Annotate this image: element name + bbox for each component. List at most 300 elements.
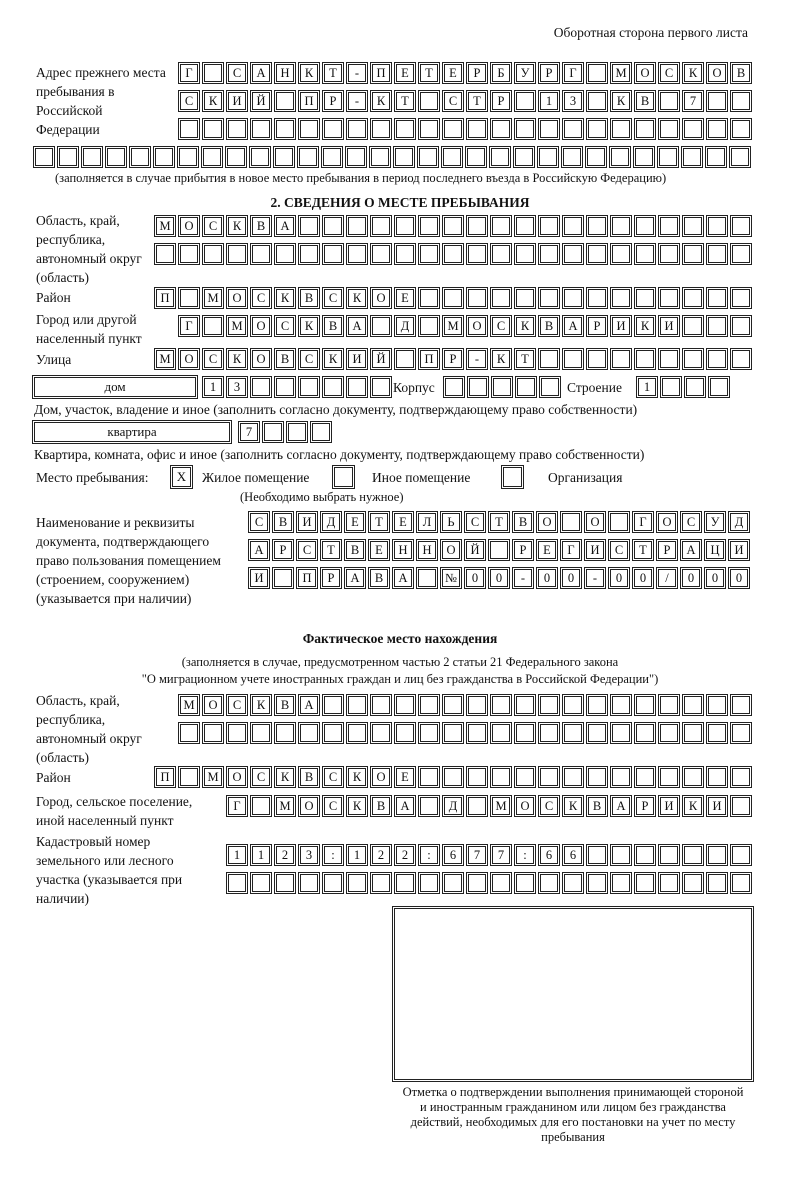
street-row-cell[interactable]: Р bbox=[444, 350, 462, 368]
actual-region-row-1-cell[interactable] bbox=[444, 696, 462, 714]
street-row-cell[interactable]: Т bbox=[516, 350, 534, 368]
region-row-1-cell[interactable] bbox=[372, 217, 390, 235]
street-row-cell[interactable] bbox=[564, 350, 582, 368]
cadastre-row-2-cell[interactable] bbox=[468, 874, 486, 892]
actual-district-row-cell[interactable] bbox=[588, 768, 606, 786]
actual-city-row-cell[interactable]: К bbox=[564, 797, 582, 815]
actual-region-row-1-cell[interactable]: В bbox=[276, 696, 294, 714]
region-row-1-cell[interactable] bbox=[540, 217, 558, 235]
actual-city-row-cell[interactable]: А bbox=[396, 797, 414, 815]
prev-address-row-4-cell[interactable] bbox=[563, 148, 581, 166]
actual-city-row-cell[interactable]: С bbox=[324, 797, 342, 815]
prev-address-row-1-cell[interactable]: В bbox=[732, 64, 750, 82]
actual-region-row-1-cell[interactable]: К bbox=[252, 696, 270, 714]
region-row-1-cell[interactable] bbox=[300, 217, 318, 235]
prev-address-row-4-cell[interactable] bbox=[131, 148, 149, 166]
prev-address-row-2-cell[interactable]: Й bbox=[252, 92, 270, 110]
prev-address-row-4-cell[interactable] bbox=[83, 148, 101, 166]
document-row-3-cell[interactable]: 0 bbox=[682, 569, 700, 587]
prev-address-row-2-cell[interactable] bbox=[708, 92, 726, 110]
actual-city-row-cell[interactable]: М bbox=[492, 797, 510, 815]
prev-address-row-2-cell[interactable]: С bbox=[180, 92, 198, 110]
city-row-cell[interactable] bbox=[708, 317, 726, 335]
prev-address-row-1-cell[interactable]: К bbox=[684, 64, 702, 82]
document-row-2-cell[interactable]: Т bbox=[322, 541, 340, 559]
prev-address-row-3-cell[interactable] bbox=[324, 120, 342, 138]
prev-address-row-4-cell[interactable] bbox=[275, 148, 293, 166]
house-number-row-cell[interactable] bbox=[324, 378, 342, 396]
prev-address-row-1-cell[interactable] bbox=[204, 64, 222, 82]
city-row-cell[interactable]: А bbox=[348, 317, 366, 335]
document-row-3-cell[interactable]: 0 bbox=[490, 569, 508, 587]
actual-city-row-cell[interactable]: М bbox=[276, 797, 294, 815]
prev-address-row-2-cell[interactable] bbox=[588, 92, 606, 110]
cadastre-row-1-cell[interactable]: 6 bbox=[540, 846, 558, 864]
actual-region-row-2-cell[interactable] bbox=[660, 724, 678, 742]
prev-address-row-3-cell[interactable] bbox=[492, 120, 510, 138]
street-row-cell[interactable] bbox=[540, 350, 558, 368]
prev-address-row-1-cell[interactable]: М bbox=[612, 64, 630, 82]
region-row-1-cell[interactable] bbox=[660, 217, 678, 235]
actual-region-row-2-cell[interactable] bbox=[324, 724, 342, 742]
actual-district-row-cell[interactable]: М bbox=[204, 768, 222, 786]
actual-region-row-1-cell[interactable] bbox=[684, 696, 702, 714]
region-row-2-cell[interactable] bbox=[180, 245, 198, 263]
actual-region-row-2-cell[interactable] bbox=[540, 724, 558, 742]
actual-city-row-cell[interactable]: Д bbox=[444, 797, 462, 815]
prev-address-row-1-cell[interactable]: С bbox=[660, 64, 678, 82]
prev-address-row-3-cell[interactable] bbox=[396, 120, 414, 138]
prev-address-row-1-cell[interactable]: С bbox=[228, 64, 246, 82]
document-row-3-cell[interactable] bbox=[274, 569, 292, 587]
actual-district-row-cell[interactable] bbox=[492, 768, 510, 786]
actual-region-row-1-cell[interactable] bbox=[732, 696, 750, 714]
actual-city-row-cell[interactable]: И bbox=[660, 797, 678, 815]
prev-address-row-3-cell[interactable] bbox=[684, 120, 702, 138]
prev-address-row-2-cell[interactable]: К bbox=[204, 92, 222, 110]
document-row-1-cell[interactable]: В bbox=[274, 513, 292, 531]
actual-region-row-2-cell[interactable] bbox=[636, 724, 654, 742]
prev-address-row-3-cell[interactable] bbox=[420, 120, 438, 138]
prev-address-row-4-cell[interactable] bbox=[227, 148, 245, 166]
cadastre-row-2-cell[interactable] bbox=[540, 874, 558, 892]
district-row-cell[interactable] bbox=[420, 289, 438, 307]
prev-address-row-2-cell[interactable] bbox=[420, 92, 438, 110]
city-row-cell[interactable]: К bbox=[516, 317, 534, 335]
document-row-1-cell[interactable]: О bbox=[538, 513, 556, 531]
document-row-3-cell[interactable]: А bbox=[346, 569, 364, 587]
actual-region-row-1-cell[interactable]: С bbox=[228, 696, 246, 714]
actual-region-row-1-cell[interactable] bbox=[636, 696, 654, 714]
region-row-2-cell[interactable] bbox=[516, 245, 534, 263]
region-row-1-cell[interactable] bbox=[588, 217, 606, 235]
actual-city-row-cell[interactable] bbox=[732, 797, 750, 815]
document-row-2-cell[interactable]: А bbox=[682, 541, 700, 559]
region-row-2-cell[interactable] bbox=[732, 245, 750, 263]
document-row-1-cell[interactable]: Г bbox=[634, 513, 652, 531]
city-row-cell[interactable] bbox=[372, 317, 390, 335]
prev-address-row-2-cell[interactable] bbox=[276, 92, 294, 110]
prev-address-row-3-cell[interactable] bbox=[276, 120, 294, 138]
building-row-cell[interactable] bbox=[662, 378, 680, 396]
cadastre-row-2-cell[interactable] bbox=[636, 874, 654, 892]
region-row-1-cell[interactable]: К bbox=[228, 217, 246, 235]
city-row-cell[interactable]: Р bbox=[588, 317, 606, 335]
cadastre-row-1-cell[interactable] bbox=[684, 846, 702, 864]
prev-address-row-1-cell[interactable]: Т bbox=[420, 64, 438, 82]
actual-region-row-1-cell[interactable] bbox=[324, 696, 342, 714]
cadastre-row-2-cell[interactable] bbox=[300, 874, 318, 892]
cadastre-row-2-cell[interactable] bbox=[276, 874, 294, 892]
district-row-cell[interactable]: В bbox=[300, 289, 318, 307]
document-row-1-cell[interactable]: С bbox=[466, 513, 484, 531]
region-row-1-cell[interactable] bbox=[516, 217, 534, 235]
flat-number-row-cell[interactable] bbox=[312, 423, 330, 441]
actual-region-row-2-cell[interactable] bbox=[732, 724, 750, 742]
document-row-2-cell[interactable]: С bbox=[298, 541, 316, 559]
region-row-1-cell[interactable] bbox=[444, 217, 462, 235]
region-row-2-cell[interactable] bbox=[612, 245, 630, 263]
actual-district-row-cell[interactable] bbox=[444, 768, 462, 786]
cadastre-row-2-cell[interactable] bbox=[612, 874, 630, 892]
city-row-cell[interactable]: М bbox=[444, 317, 462, 335]
region-row-2-cell[interactable] bbox=[348, 245, 366, 263]
document-row-1-cell[interactable]: Е bbox=[394, 513, 412, 531]
document-row-1-cell[interactable]: У bbox=[706, 513, 724, 531]
district-row-cell[interactable] bbox=[180, 289, 198, 307]
prev-address-row-3-cell[interactable] bbox=[468, 120, 486, 138]
document-row-1-cell[interactable]: Т bbox=[370, 513, 388, 531]
actual-district-row-cell[interactable]: В bbox=[300, 768, 318, 786]
prev-address-row-4-cell[interactable] bbox=[59, 148, 77, 166]
city-row-cell[interactable]: О bbox=[252, 317, 270, 335]
district-row-cell[interactable] bbox=[660, 289, 678, 307]
place-option-other-checkbox[interactable] bbox=[334, 467, 353, 487]
document-row-3-cell[interactable]: 0 bbox=[610, 569, 628, 587]
cadastre-row-1-cell[interactable]: 3 bbox=[300, 846, 318, 864]
actual-district-row-cell[interactable]: С bbox=[252, 768, 270, 786]
document-row-1-cell[interactable]: О bbox=[586, 513, 604, 531]
actual-region-row-1-cell[interactable] bbox=[492, 696, 510, 714]
document-row-1-cell[interactable]: Ь bbox=[442, 513, 460, 531]
document-row-2-cell[interactable]: Р bbox=[658, 541, 676, 559]
region-row-2-cell[interactable] bbox=[708, 245, 726, 263]
actual-district-row-cell[interactable]: П bbox=[156, 768, 174, 786]
prev-address-row-3-cell[interactable] bbox=[252, 120, 270, 138]
cadastre-row-2-cell[interactable] bbox=[348, 874, 366, 892]
actual-district-row-cell[interactable] bbox=[636, 768, 654, 786]
region-row-2-cell[interactable] bbox=[660, 245, 678, 263]
cadastre-row-1-cell[interactable]: 6 bbox=[564, 846, 582, 864]
city-row-cell[interactable] bbox=[684, 317, 702, 335]
region-row-1-cell[interactable] bbox=[420, 217, 438, 235]
prev-address-row-4-cell[interactable] bbox=[443, 148, 461, 166]
prev-address-row-4-cell[interactable] bbox=[155, 148, 173, 166]
place-option-organization-checkbox[interactable] bbox=[503, 467, 522, 487]
cadastre-row-1-cell[interactable] bbox=[636, 846, 654, 864]
prev-address-row-3-cell[interactable] bbox=[516, 120, 534, 138]
korpus-row-cell[interactable] bbox=[493, 378, 511, 396]
city-row-cell[interactable]: И bbox=[660, 317, 678, 335]
prev-address-row-1-cell[interactable]: К bbox=[300, 64, 318, 82]
actual-region-row-2-cell[interactable] bbox=[444, 724, 462, 742]
actual-region-row-2-cell[interactable] bbox=[516, 724, 534, 742]
actual-region-row-1-cell[interactable] bbox=[708, 696, 726, 714]
cadastre-row-1-cell[interactable]: 2 bbox=[372, 846, 390, 864]
document-row-3-cell[interactable]: 0 bbox=[466, 569, 484, 587]
district-row-cell[interactable] bbox=[684, 289, 702, 307]
actual-city-row-cell[interactable]: К bbox=[348, 797, 366, 815]
prev-address-row-1-cell[interactable]: Н bbox=[276, 64, 294, 82]
street-row-cell[interactable]: О bbox=[180, 350, 198, 368]
district-row-cell[interactable]: К bbox=[348, 289, 366, 307]
district-row-cell[interactable]: М bbox=[204, 289, 222, 307]
prev-address-row-4-cell[interactable] bbox=[659, 148, 677, 166]
prev-address-row-4-cell[interactable] bbox=[395, 148, 413, 166]
prev-address-row-2-cell[interactable]: С bbox=[444, 92, 462, 110]
region-row-2-cell[interactable] bbox=[468, 245, 486, 263]
cadastre-row-2-cell[interactable] bbox=[732, 874, 750, 892]
street-row-cell[interactable]: К bbox=[228, 350, 246, 368]
prev-address-row-2-cell[interactable] bbox=[660, 92, 678, 110]
actual-region-row-2-cell[interactable] bbox=[180, 724, 198, 742]
prev-address-row-1-cell[interactable]: - bbox=[348, 64, 366, 82]
actual-region-row-2-cell[interactable] bbox=[204, 724, 222, 742]
street-row-cell[interactable] bbox=[684, 350, 702, 368]
district-row-cell[interactable]: О bbox=[372, 289, 390, 307]
region-row-2-cell[interactable] bbox=[252, 245, 270, 263]
region-row-1-cell[interactable] bbox=[396, 217, 414, 235]
cadastre-row-2-cell[interactable] bbox=[684, 874, 702, 892]
document-row-2-cell[interactable]: И bbox=[730, 541, 748, 559]
prev-address-row-1-cell[interactable]: Р bbox=[540, 64, 558, 82]
district-row-cell[interactable] bbox=[732, 289, 750, 307]
prev-address-row-3-cell[interactable] bbox=[372, 120, 390, 138]
prev-address-row-4-cell[interactable] bbox=[467, 148, 485, 166]
street-row-cell[interactable]: Й bbox=[372, 350, 390, 368]
prev-address-row-2-cell[interactable]: Р bbox=[492, 92, 510, 110]
actual-district-row-cell[interactable]: Е bbox=[396, 768, 414, 786]
actual-region-row-1-cell[interactable] bbox=[396, 696, 414, 714]
prev-address-row-1-cell[interactable]: Е bbox=[444, 64, 462, 82]
region-row-2-cell[interactable] bbox=[492, 245, 510, 263]
prev-address-row-4-cell[interactable] bbox=[515, 148, 533, 166]
street-row-cell[interactable]: К bbox=[324, 350, 342, 368]
document-row-2-cell[interactable]: С bbox=[610, 541, 628, 559]
region-row-1-cell[interactable] bbox=[492, 217, 510, 235]
document-row-2-cell[interactable]: Р bbox=[274, 541, 292, 559]
cadastre-row-2-cell[interactable] bbox=[324, 874, 342, 892]
prev-address-row-2-cell[interactable]: К bbox=[372, 92, 390, 110]
cadastre-row-2-cell[interactable] bbox=[492, 874, 510, 892]
house-type-field[interactable]: дом bbox=[34, 377, 196, 397]
prev-address-row-4-cell[interactable] bbox=[611, 148, 629, 166]
document-row-1-cell[interactable]: О bbox=[658, 513, 676, 531]
prev-address-row-4-cell[interactable] bbox=[707, 148, 725, 166]
actual-district-row-cell[interactable] bbox=[468, 768, 486, 786]
city-row-cell[interactable]: Г bbox=[180, 317, 198, 335]
actual-district-row-cell[interactable]: О bbox=[372, 768, 390, 786]
district-row-cell[interactable]: С bbox=[324, 289, 342, 307]
document-row-3-cell[interactable]: П bbox=[298, 569, 316, 587]
actual-region-row-1-cell[interactable] bbox=[372, 696, 390, 714]
prev-address-row-1-cell[interactable] bbox=[588, 64, 606, 82]
document-row-3-cell[interactable]: 0 bbox=[538, 569, 556, 587]
prev-address-row-4-cell[interactable] bbox=[299, 148, 317, 166]
actual-city-row-cell[interactable]: О bbox=[300, 797, 318, 815]
cadastre-row-1-cell[interactable]: 2 bbox=[396, 846, 414, 864]
prev-address-row-3-cell[interactable] bbox=[180, 120, 198, 138]
korpus-row-cell[interactable] bbox=[517, 378, 535, 396]
region-row-2-cell[interactable] bbox=[540, 245, 558, 263]
document-row-3-cell[interactable]: 0 bbox=[730, 569, 748, 587]
actual-region-row-2-cell[interactable] bbox=[588, 724, 606, 742]
actual-city-row-cell[interactable]: К bbox=[684, 797, 702, 815]
prev-address-row-4-cell[interactable] bbox=[683, 148, 701, 166]
cadastre-row-2-cell[interactable] bbox=[660, 874, 678, 892]
actual-district-row-cell[interactable] bbox=[684, 768, 702, 786]
city-row-cell[interactable]: К bbox=[300, 317, 318, 335]
actual-region-row-2-cell[interactable] bbox=[228, 724, 246, 742]
city-row-cell[interactable]: С bbox=[492, 317, 510, 335]
document-row-3-cell[interactable]: Р bbox=[322, 569, 340, 587]
region-row-2-cell[interactable] bbox=[324, 245, 342, 263]
actual-city-row-cell[interactable] bbox=[420, 797, 438, 815]
prev-address-row-3-cell[interactable] bbox=[732, 120, 750, 138]
prev-address-row-3-cell[interactable] bbox=[228, 120, 246, 138]
prev-address-row-2-cell[interactable]: 1 bbox=[540, 92, 558, 110]
region-row-1-cell[interactable] bbox=[612, 217, 630, 235]
region-row-1-cell[interactable]: М bbox=[156, 217, 174, 235]
document-row-1-cell[interactable]: Е bbox=[346, 513, 364, 531]
document-row-1-cell[interactable]: Л bbox=[418, 513, 436, 531]
flat-number-row-cell[interactable] bbox=[288, 423, 306, 441]
district-row-cell[interactable] bbox=[468, 289, 486, 307]
actual-region-row-1-cell[interactable]: А bbox=[300, 696, 318, 714]
document-row-3-cell[interactable] bbox=[418, 569, 436, 587]
street-row-cell[interactable] bbox=[612, 350, 630, 368]
actual-region-row-2-cell[interactable] bbox=[612, 724, 630, 742]
city-row-cell[interactable]: О bbox=[468, 317, 486, 335]
actual-region-row-2-cell[interactable] bbox=[300, 724, 318, 742]
document-row-1-cell[interactable]: И bbox=[298, 513, 316, 531]
district-row-cell[interactable]: П bbox=[156, 289, 174, 307]
building-row-cell[interactable] bbox=[710, 378, 728, 396]
actual-region-row-2-cell[interactable] bbox=[372, 724, 390, 742]
prev-address-row-2-cell[interactable]: В bbox=[636, 92, 654, 110]
actual-district-row-cell[interactable] bbox=[732, 768, 750, 786]
document-row-2-cell[interactable]: Н bbox=[418, 541, 436, 559]
house-number-row-cell[interactable]: 1 bbox=[204, 378, 222, 396]
street-row-cell[interactable] bbox=[732, 350, 750, 368]
street-row-cell[interactable] bbox=[708, 350, 726, 368]
prev-address-row-2-cell[interactable] bbox=[732, 92, 750, 110]
document-row-1-cell[interactable]: Д bbox=[322, 513, 340, 531]
cadastre-row-1-cell[interactable] bbox=[612, 846, 630, 864]
cadastre-row-1-cell[interactable]: 7 bbox=[492, 846, 510, 864]
prev-address-row-4-cell[interactable] bbox=[491, 148, 509, 166]
prev-address-row-1-cell[interactable]: Е bbox=[396, 64, 414, 82]
street-row-cell[interactable] bbox=[588, 350, 606, 368]
actual-region-row-1-cell[interactable]: М bbox=[180, 696, 198, 714]
street-row-cell[interactable]: В bbox=[276, 350, 294, 368]
cadastre-row-1-cell[interactable]: : bbox=[324, 846, 342, 864]
document-row-3-cell[interactable]: - bbox=[514, 569, 532, 587]
actual-city-row-cell[interactable]: А bbox=[612, 797, 630, 815]
document-row-3-cell[interactable]: А bbox=[394, 569, 412, 587]
actual-region-row-2-cell[interactable] bbox=[348, 724, 366, 742]
prev-address-row-1-cell[interactable]: Р bbox=[468, 64, 486, 82]
prev-address-row-4-cell[interactable] bbox=[635, 148, 653, 166]
actual-region-row-2-cell[interactable] bbox=[492, 724, 510, 742]
prev-address-row-3-cell[interactable] bbox=[204, 120, 222, 138]
cadastre-row-2-cell[interactable] bbox=[444, 874, 462, 892]
region-row-2-cell[interactable] bbox=[204, 245, 222, 263]
actual-region-row-2-cell[interactable] bbox=[684, 724, 702, 742]
document-row-2-cell[interactable]: В bbox=[346, 541, 364, 559]
cadastre-row-1-cell[interactable]: 7 bbox=[468, 846, 486, 864]
region-row-2-cell[interactable] bbox=[156, 245, 174, 263]
document-row-2-cell[interactable]: Ц bbox=[706, 541, 724, 559]
prev-address-row-4-cell[interactable] bbox=[35, 148, 53, 166]
prev-address-row-1-cell[interactable]: Б bbox=[492, 64, 510, 82]
cadastre-row-2-cell[interactable] bbox=[564, 874, 582, 892]
street-row-cell[interactable]: К bbox=[492, 350, 510, 368]
building-row-cell[interactable] bbox=[686, 378, 704, 396]
cadastre-row-2-cell[interactable] bbox=[228, 874, 246, 892]
region-row-2-cell[interactable] bbox=[420, 245, 438, 263]
prev-address-row-1-cell[interactable]: О bbox=[708, 64, 726, 82]
cadastre-row-1-cell[interactable]: 1 bbox=[228, 846, 246, 864]
prev-address-row-4-cell[interactable] bbox=[203, 148, 221, 166]
actual-region-row-2-cell[interactable] bbox=[564, 724, 582, 742]
actual-region-row-1-cell[interactable] bbox=[420, 696, 438, 714]
region-row-1-cell[interactable]: В bbox=[252, 217, 270, 235]
city-row-cell[interactable]: И bbox=[612, 317, 630, 335]
document-row-2-cell[interactable]: О bbox=[442, 541, 460, 559]
actual-city-row-cell[interactable] bbox=[468, 797, 486, 815]
district-row-cell[interactable] bbox=[708, 289, 726, 307]
city-row-cell[interactable]: К bbox=[636, 317, 654, 335]
region-row-2-cell[interactable] bbox=[228, 245, 246, 263]
actual-district-row-cell[interactable] bbox=[564, 768, 582, 786]
region-row-2-cell[interactable] bbox=[636, 245, 654, 263]
cadastre-row-1-cell[interactable]: 6 bbox=[444, 846, 462, 864]
cadastre-row-1-cell[interactable]: : bbox=[420, 846, 438, 864]
region-row-2-cell[interactable] bbox=[276, 245, 294, 263]
actual-district-row-cell[interactable]: К bbox=[276, 768, 294, 786]
actual-region-row-2-cell[interactable] bbox=[276, 724, 294, 742]
document-row-2-cell[interactable]: Н bbox=[394, 541, 412, 559]
cadastre-row-2-cell[interactable] bbox=[516, 874, 534, 892]
building-row-cell[interactable]: 1 bbox=[638, 378, 656, 396]
city-row-cell[interactable] bbox=[732, 317, 750, 335]
street-row-cell[interactable]: П bbox=[420, 350, 438, 368]
document-row-2-cell[interactable]: Е bbox=[370, 541, 388, 559]
region-row-2-cell[interactable] bbox=[684, 245, 702, 263]
district-row-cell[interactable] bbox=[492, 289, 510, 307]
house-number-row-cell[interactable]: 3 bbox=[228, 378, 246, 396]
house-number-row-cell[interactable] bbox=[300, 378, 318, 396]
prev-address-row-2-cell[interactable]: Т bbox=[396, 92, 414, 110]
street-row-cell[interactable] bbox=[396, 350, 414, 368]
prev-address-row-1-cell[interactable]: П bbox=[372, 64, 390, 82]
district-row-cell[interactable] bbox=[516, 289, 534, 307]
actual-city-row-cell[interactable]: С bbox=[540, 797, 558, 815]
region-row-1-cell[interactable] bbox=[684, 217, 702, 235]
prev-address-row-1-cell[interactable]: О bbox=[636, 64, 654, 82]
cadastre-row-1-cell[interactable]: 1 bbox=[252, 846, 270, 864]
